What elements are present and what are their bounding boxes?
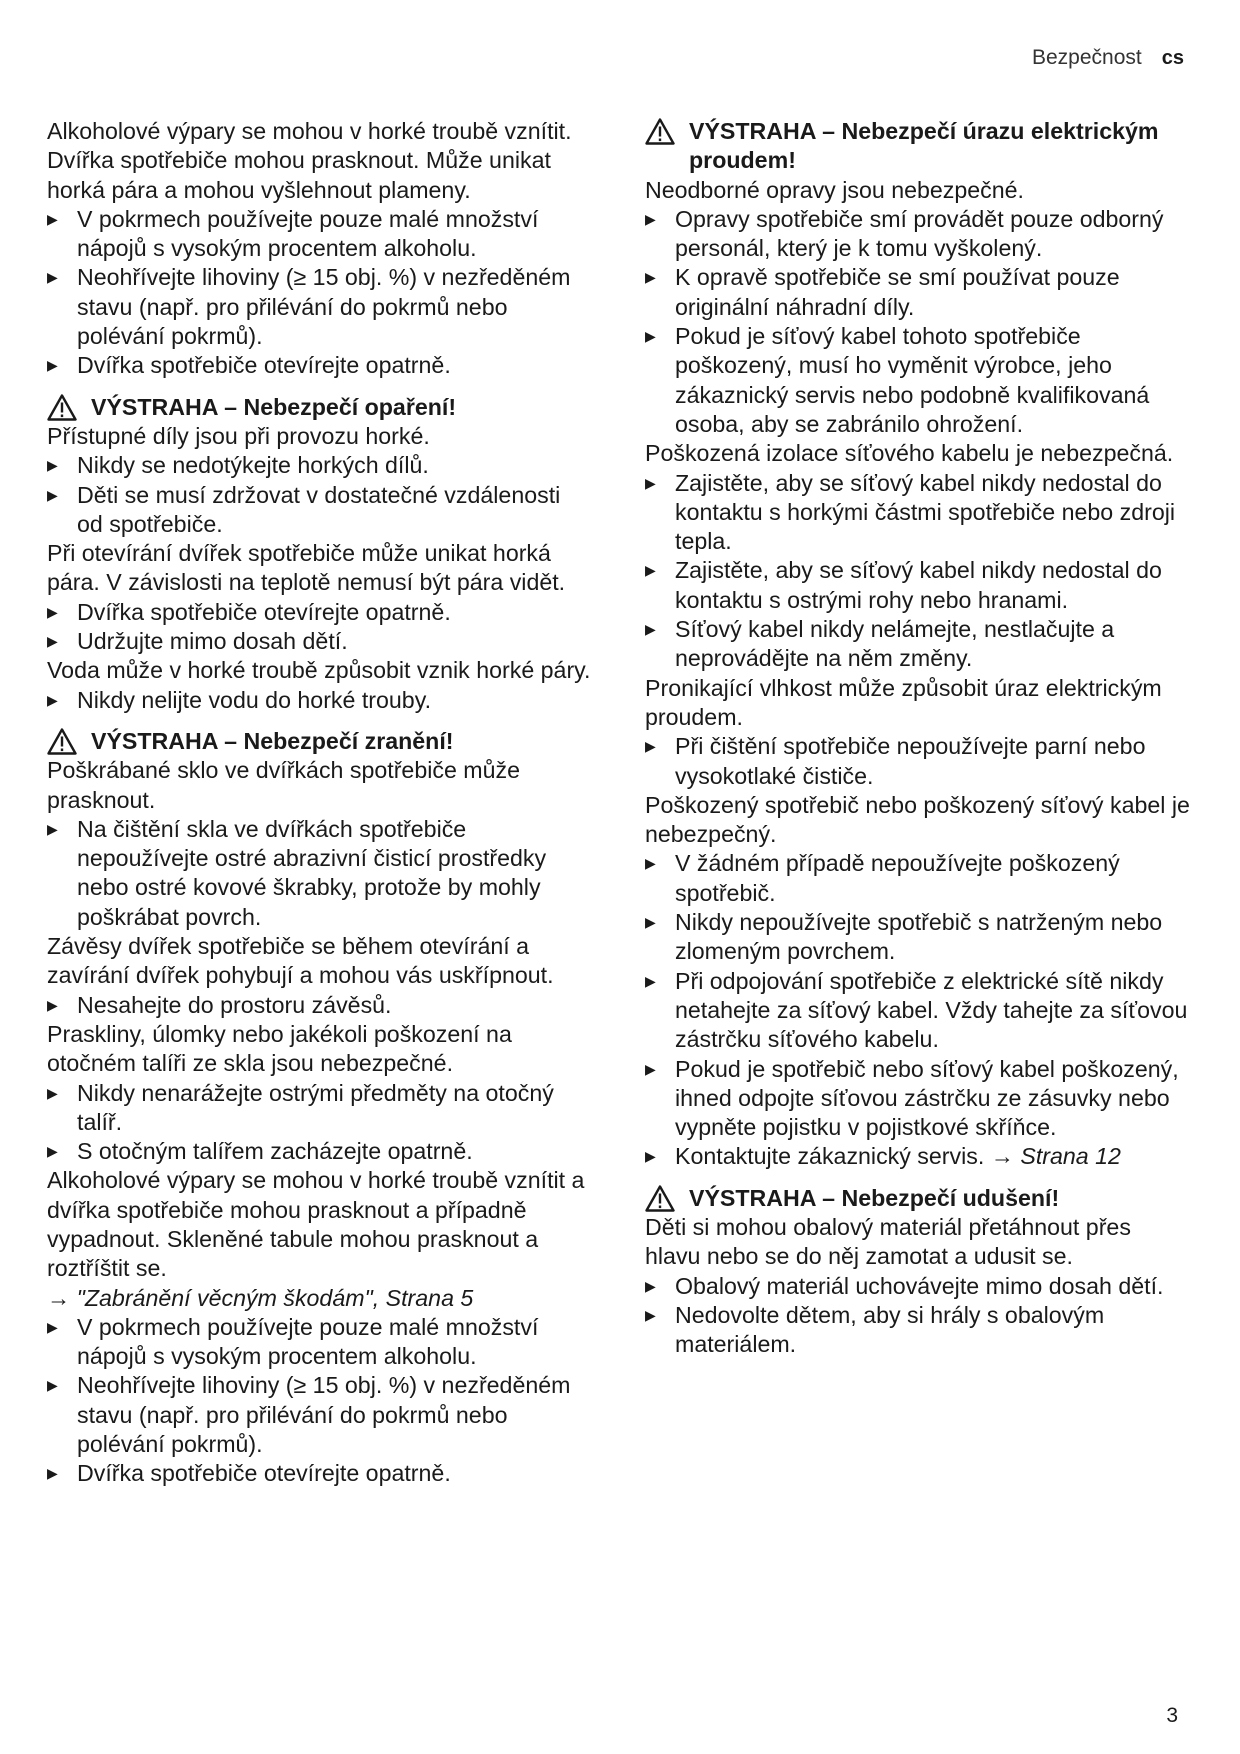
list-item — [645, 469, 1190, 557]
list-item-text: Obalový materiál uchovávejte mimo dosah dětí. — [675, 1272, 1164, 1299]
bullet-triangle-icon: ▶ — [645, 562, 656, 579]
bullet-triangle-icon: ▶ — [47, 210, 58, 227]
list-item — [645, 849, 1190, 908]
list-item-text: Zajistěte, aby se síťový kabel nikdy nedostal do kontaktu s ostrými rohy nebo hranami. — [675, 557, 1162, 613]
list-item-text: V žádném případě nepoužívejte poškozený spotřebič. — [675, 850, 1120, 906]
instruction-list — [47, 598, 592, 657]
warning-triangle-icon — [645, 117, 675, 146]
bullet-triangle-icon: ▶ — [47, 269, 58, 286]
paragraph: Alkoholové výpary se mohou v horké troubě vznítit. Dvířka spotřebiče mohou prasknout. Může unikat horká pára a mohou vyšlehnout plameny. — [47, 118, 572, 203]
bullet-triangle-icon: ▶ — [645, 474, 656, 491]
list-item-text: Nikdy nenarážejte ostrými předměty na otočný talíř. — [77, 1079, 554, 1135]
instruction-list — [47, 1313, 592, 1489]
list-item — [645, 263, 1190, 322]
list-item — [47, 686, 592, 715]
paragraph: Děti si mohou obalový materiál přetáhnout přes hlavu nebo se do něj zamotat a udusit se. — [645, 1213, 1131, 1270]
list-item — [645, 1272, 1190, 1301]
instruction-list — [47, 205, 592, 381]
paragraph: Voda může v horké troubě způsobit vznik horké páry. — [47, 657, 591, 684]
contact-text: Kontaktujte zákaznický servis. — [675, 1143, 985, 1170]
bullet-triangle-icon: ▶ — [47, 633, 58, 650]
list-item-text: Na čištění skla ve dvířkách spotřebiče nepoužívejte ostré abrazivní čisticí prostředky nebo ostré kovové škrabky, protože by mohly poškrábat povrch. — [77, 815, 547, 930]
list-item-text: Zajistěte, aby se síťový kabel nikdy nedostal do kontaktu s horkými částmi spotřebiče nebo zdroji tepla. — [675, 469, 1176, 555]
list-item — [645, 1142, 1190, 1171]
warning-heading — [645, 117, 1190, 176]
list-item — [47, 627, 592, 656]
list-item — [47, 815, 592, 932]
bullet-triangle-icon: ▶ — [47, 1377, 58, 1394]
warning-title: VÝSTRAHA – Nebezpečí udušení! — [689, 1184, 1060, 1211]
right-column — [645, 117, 1190, 1359]
instruction-list — [645, 849, 1190, 1142]
paragraph: Přístupné díly jsou při provozu horké. — [47, 422, 430, 449]
list-item-text: Dvířka spotřebiče otevírejte opatrně. — [77, 352, 451, 379]
bullet-triangle-icon: ▶ — [645, 1060, 656, 1077]
bullet-triangle-icon: ▶ — [645, 1148, 656, 1165]
bullet-triangle-icon: ▶ — [47, 1084, 58, 1101]
warning-heading — [645, 1184, 1190, 1213]
bullet-triangle-icon: ▶ — [645, 1277, 656, 1294]
list-item — [47, 263, 592, 351]
list-item-text: Pokud je spotřebič nebo síťový kabel poškozený, ihned odpojte síťovou zástrčku ze zásuvky nebo vypněte pojistku v pojistkové skříňce. — [675, 1055, 1179, 1141]
list-item — [645, 615, 1190, 674]
bullet-triangle-icon: ▶ — [47, 1143, 58, 1160]
list-item-text: Nedovolte dětem, aby si hrály s obalovým materiálem. — [675, 1301, 1105, 1358]
list-item — [47, 451, 592, 480]
bullet-triangle-icon: ▶ — [645, 210, 656, 227]
arrow-right-icon: → — [990, 1143, 1014, 1170]
paragraph: Pronikající vlhkost může způsobit úraz elektrickým proudem. — [645, 674, 1162, 730]
list-item-text: Pokud je síťový kabel tohoto spotřebiče poškozený, musí ho vyměnit výrobce, jeho zákaznický servis nebo podobně kvalifikovaná osoba, aby se zabránilo ohrožení. — [675, 323, 1150, 437]
language-code: cs — [1161, 47, 1184, 69]
page-number: 3 — [1166, 1704, 1178, 1727]
list-item — [645, 1055, 1190, 1143]
list-item — [47, 598, 592, 627]
list-item — [47, 1079, 592, 1138]
paragraph: Poškrábané sklo ve dvířkách spotřebiče může prasknout. — [47, 757, 521, 813]
bullet-triangle-icon: ▶ — [47, 820, 58, 837]
bullet-triangle-icon: ▶ — [645, 621, 656, 638]
instruction-list — [47, 686, 592, 715]
bullet-triangle-icon: ▶ — [645, 328, 656, 345]
warning-triangle-icon — [47, 727, 77, 756]
bullet-triangle-icon: ▶ — [645, 914, 656, 931]
list-item-text: Opravy spotřebiče smí provádět pouze odborný personál, který je k tomu vyškolený. — [675, 205, 1164, 262]
list-item-text: V pokrmech používejte pouze malé množství nápojů s vysokým procentem alkoholu. — [77, 1313, 539, 1370]
cross-reference-link[interactable]: Strana 12 — [1020, 1143, 1121, 1170]
warning-title: VÝSTRAHA – Nebezpečí opaření! — [91, 393, 457, 420]
list-item-text: Udržujte mimo dosah dětí. — [77, 628, 348, 655]
bullet-triangle-icon: ▶ — [47, 1318, 58, 1335]
list-item — [47, 1137, 592, 1166]
bullet-triangle-icon: ▶ — [47, 457, 58, 474]
list-item-text: Děti se musí zdržovat v dostatečné vzdálenosti od spotřebiče. — [77, 481, 561, 537]
list-item — [47, 351, 592, 380]
bullet-triangle-icon: ▶ — [47, 603, 58, 620]
paragraph: Závěsy dvířek spotřebiče se během otevírání a zavírání dvířek pohybují a mohou vás uskřípnout. — [47, 933, 554, 989]
instruction-list — [47, 451, 592, 539]
list-item — [47, 1459, 592, 1488]
list-item-text: Při čištění spotřebiče nepoužívejte parní nebo vysokotlaké čističe. — [675, 733, 1146, 789]
section-title: Bezpečnost — [1032, 46, 1142, 69]
list-item-text: V pokrmech používejte pouze malé množství nápojů s vysokým procentem alkoholu. — [77, 205, 539, 262]
list-item-text: Nikdy se nedotýkejte horkých dílů. — [77, 452, 429, 479]
list-item — [47, 205, 592, 264]
bullet-triangle-icon: ▶ — [645, 738, 656, 755]
list-item — [645, 732, 1190, 791]
warning-title: VÝSTRAHA – Nebezpečí zranění! — [91, 727, 454, 754]
list-item-text: S otočným talířem zacházejte opatrně. — [77, 1138, 473, 1165]
instruction-list — [47, 815, 592, 932]
list-item-text: Dvířka spotřebiče otevírejte opatrně. — [77, 598, 451, 625]
list-item-text: Síťový kabel nikdy nelámejte, nestlačujte a neprovádějte na něm změny. — [675, 616, 1115, 672]
list-item-text: Nesahejte do prostoru závěsů. — [77, 991, 392, 1018]
warning-triangle-icon — [645, 1184, 675, 1213]
left-column — [47, 117, 592, 1489]
bullet-triangle-icon: ▶ — [645, 855, 656, 872]
instruction-list — [645, 469, 1190, 674]
list-item — [645, 1301, 1190, 1360]
list-item — [645, 908, 1190, 967]
warning-triangle-icon — [47, 393, 77, 422]
warning-title: VÝSTRAHA – Nebezpečí úrazu elektrickým proudem! — [689, 118, 1159, 174]
list-item-text: Nikdy nelijte vodu do horké trouby. — [77, 686, 432, 713]
cross-reference[interactable] — [47, 1284, 592, 1313]
instruction-list — [47, 991, 592, 1020]
paragraph: Alkoholové výpary se mohou v horké troubě vznítit a dvířka spotřebiče mohou prasknout a případně vypadnout. Skleněné tabule mohou prasknout a roztříštit se. — [47, 1167, 585, 1282]
warning-heading — [47, 727, 592, 756]
list-item — [47, 991, 592, 1020]
list-item-text: Dvířka spotřebiče otevírejte opatrně. — [77, 1460, 451, 1487]
paragraph: Poškozená izolace síťového kabelu je nebezpečná. — [645, 440, 1174, 467]
list-item-text: Při odpojování spotřebiče z elektrické sítě nikdy netahejte za síťový kabel. Vždy tahejte za síťovou zástrčku síťového kabelu. — [675, 967, 1188, 1053]
bullet-triangle-icon: ▶ — [645, 972, 656, 989]
paragraph: Praskliny, úlomky nebo jakékoli poškození na otočném talíři ze skla jsou nebezpečné. — [47, 1020, 512, 1077]
cross-reference-link[interactable]: "Zabránění věcným škodám", Strana 5 — [76, 1284, 474, 1311]
bullet-triangle-icon: ▶ — [47, 1465, 58, 1482]
instruction-list — [645, 1272, 1190, 1360]
bullet-triangle-icon: ▶ — [47, 357, 58, 374]
list-item — [645, 322, 1190, 439]
list-item-text: K opravě spotřebiče se smí používat pouze originální náhradní díly. — [675, 264, 1120, 320]
paragraph: Poškozený spotřebič nebo poškozený síťový kabel je nebezpečný. — [645, 791, 1190, 848]
page-header — [1032, 46, 1184, 74]
paragraph: Neodborné opravy jsou nebezpečné. — [645, 176, 1024, 203]
list-item-text: Neohřívejte lihoviny (≥ 15 obj. %) v nezředěném stavu (např. pro přilévání do pokrmů nebo polévání pokrmů). — [77, 1372, 571, 1458]
list-item — [47, 481, 592, 540]
instruction-list — [47, 1079, 592, 1167]
bullet-triangle-icon: ▶ — [645, 1306, 656, 1323]
list-item — [645, 967, 1190, 1055]
instruction-list — [645, 732, 1190, 791]
list-item-text: Neohřívejte lihoviny (≥ 15 obj. %) v nezředěném stavu (např. pro přilévání do pokrmů nebo polévání pokrmů). — [77, 264, 571, 350]
list-item — [47, 1371, 592, 1459]
list-item — [645, 556, 1190, 615]
list-item — [47, 1313, 592, 1372]
bullet-triangle-icon: ▶ — [47, 691, 58, 708]
instruction-list — [645, 1142, 1190, 1171]
list-item — [645, 205, 1190, 264]
list-item-text: Nikdy nepoužívejte spotřebič s natrženým nebo zlomeným povrchem. — [675, 909, 1163, 965]
instruction-list — [645, 205, 1190, 439]
paragraph: Při otevírání dvířek spotřebiče může unikat horká pára. V závislosti na teplotě nemusí být pára vidět. — [47, 540, 566, 596]
bullet-triangle-icon: ▶ — [645, 269, 656, 286]
warning-heading — [47, 393, 592, 422]
bullet-triangle-icon: ▶ — [47, 486, 58, 503]
arrow-right-icon: → — [47, 1284, 71, 1311]
bullet-triangle-icon: ▶ — [47, 996, 58, 1013]
